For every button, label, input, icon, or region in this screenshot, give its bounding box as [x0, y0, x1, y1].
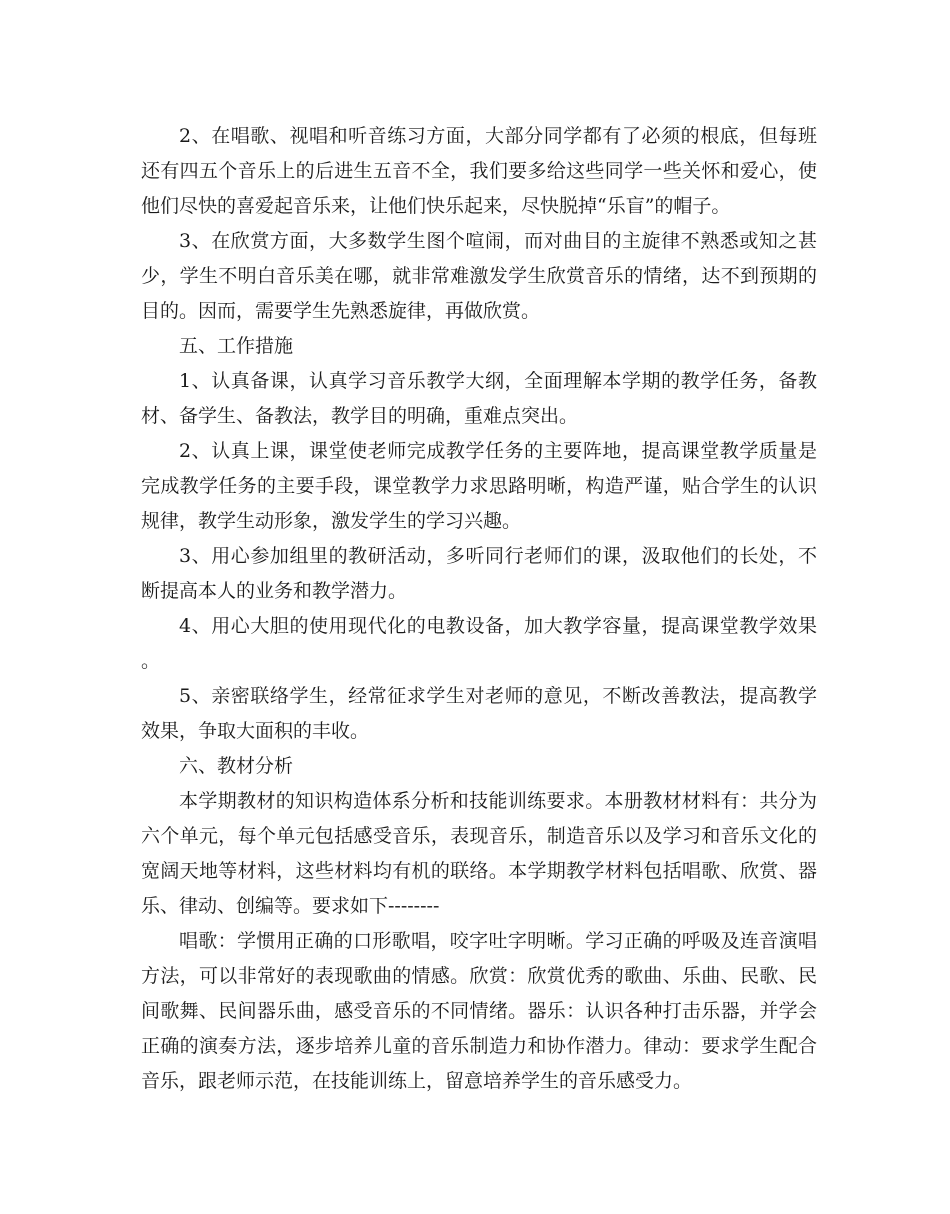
paragraph-textbook-structure: 本学期教材的知识构造体系分析和技能训练要求。本册教材材料有：共分为六个单元，每个单元包括感受音乐，表现音乐，制造音乐以及学习和音乐文化的宽阔天地等材料，这些材料均有机的联络。本学期教学材料包括唱歌、欣赏、器乐、律动、创编等。要求如下-------- — [141, 790, 817, 917]
paragraph-measure-5: 5、亲密联络学生，经常征求学生对老师的意见，不断改善教法，提高教学效果，争取大面积的丰收。 — [141, 685, 817, 742]
paragraph-measure-1: 1、认真备课，认真学习音乐教学大纲，全面理解本学期的教学任务，备教材、备学生、备教法，教学目的明确，重难点突出。 — [141, 370, 817, 427]
paragraph-measure-3: 3、用心参加组里的教研活动，多听同行老师们的课，汲取他们的长处，不断提高本人的业务和教学潜力。 — [141, 545, 817, 602]
paragraph-requirements: 唱歌：学惯用正确的口形歌唱，咬字吐字明晰。学习正确的呼吸及连音演唱方法，可以非常好的表现歌曲的情感。欣赏：欣赏优秀的歌曲、乐曲、民歌、民间歌舞、民间器乐曲，感受音乐的不同情绪。器乐：认识各种打击乐器，并学会正确的演奏方法，逐步培养儿童的音乐制造力和协作潜力。律动：要求学生配合音乐，跟老师示范，在技能训练上，留意培养学生的音乐感受力。 — [141, 930, 817, 1092]
section-heading-work-measures: 五、工作措施 — [179, 335, 294, 357]
document-body — [141, 119, 817, 1099]
section-heading-textbook-analysis: 六、教材分析 — [179, 755, 294, 777]
paragraph-singing-skills: 2、在唱歌、视唱和听音练习方面，大部分同学都有了必须的根底，但每班还有四五个音乐上的后进生五音不全，我们要多给这些同学一些关怀和爱心，使他们尽快的喜爱起音乐来，让他们快乐起来，尽快脱掉“乐盲”的帽子。 — [141, 125, 817, 217]
paragraph-appreciation: 3、在欣赏方面，大多数学生图个喧闹，而对曲目的主旋律不熟悉或知之甚少，学生不明白音乐美在哪，就非常难激发学生欣赏音乐的情绪，达不到预期的目的。因而，需要学生先熟悉旋律，再做欣赏。 — [141, 230, 817, 322]
paragraph-measure-2: 2、认真上课，课堂使老师完成教学任务的主要阵地，提高课堂教学质量是完成教学任务的主要手段，课堂教学力求思路明晰，构造严谨，贴合学生的认识规律，教学生动形象，激发学生的学习兴趣。 — [141, 440, 817, 532]
paragraph-measure-4: 4、用心大胆的使用现代化的电教设备，加大教学容量，提高课堂教学效果。 — [141, 615, 817, 672]
